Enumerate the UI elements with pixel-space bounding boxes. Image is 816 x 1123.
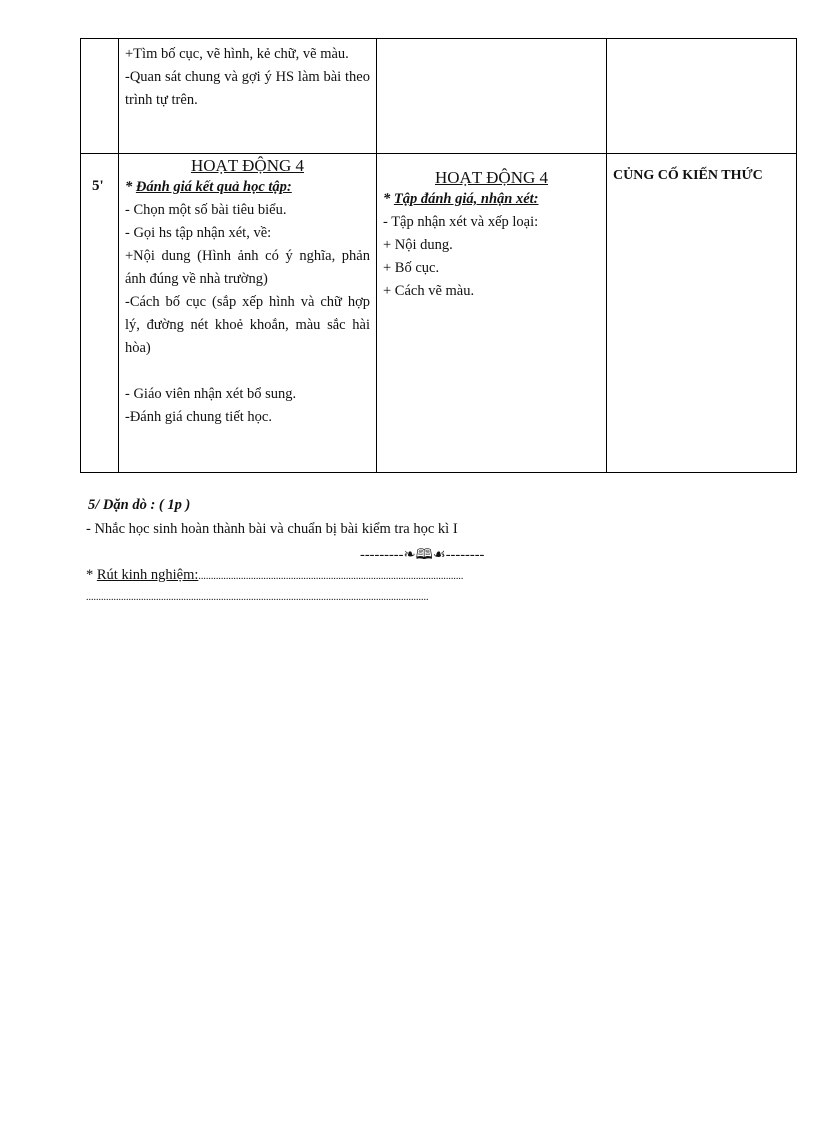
- homework-line: - Nhắc học sinh hoàn thành bài và chuẩn bị bài kiểm tra học kì I: [86, 521, 458, 537]
- teacher-line: - Giáo viên nhận xét bổ sung.: [125, 386, 297, 402]
- time-value: 5': [92, 178, 104, 194]
- student-activity-cell: [377, 154, 607, 473]
- teacher-activity-cell: [119, 39, 377, 154]
- teacher-subheading: * Đánh giá kết quả học tập:: [125, 179, 292, 195]
- experience-line: * Rút kinh nghiệm:..........................................................................................................: [86, 567, 464, 583]
- teacher-line: - Gọi hs tập nhận xét, về:: [125, 225, 272, 241]
- teacher-line: - Chọn một số bài tiêu biểu.: [125, 202, 287, 218]
- table-row: [81, 39, 797, 154]
- content-title: CỦNG CỐ KIẾN THỨC: [613, 168, 763, 183]
- section-divider: ---------❧🕮☙--------: [360, 547, 485, 563]
- student-activity-heading: HOẠT ĐỘNG 4: [434, 168, 548, 187]
- teacher-activity-heading: HOẠT ĐỘNG 4: [190, 156, 304, 175]
- student-line: + Nội dung.: [383, 237, 453, 253]
- teacher-line: -Đánh giá chung tiết học.: [125, 409, 272, 425]
- teacher-line: -Cách bố cục (sắp xếp hình và chữ hợp lý, đường nét khoẻ khoắn, màu sắc hài hòa): [125, 294, 370, 356]
- ornament-icon: ❧🕮☙: [403, 547, 446, 563]
- teacher-line: +Nội dung (Hình ảnh có ý nghĩa, phản ánh đúng về nhà trường): [125, 248, 370, 287]
- teacher-line: -Quan sát chung và gợi ý HS làm bài theo trình tự trên.: [125, 69, 370, 108]
- student-line: + Cách vẽ màu.: [383, 283, 475, 299]
- content-cell: [607, 39, 797, 154]
- time-cell: [81, 39, 119, 154]
- student-subheading: * Tập đánh giá, nhận xét:: [383, 191, 539, 207]
- student-line: + Bố cục.: [383, 260, 440, 276]
- lesson-table: [80, 38, 797, 473]
- time-cell: [81, 154, 119, 473]
- content-cell: [607, 154, 797, 473]
- experience-label: Rút kinh nghiệm:: [96, 567, 199, 583]
- experience-dots: .........................................................................................................................................: [86, 592, 429, 603]
- teacher-line: +Tìm bố cục, vẽ hình, kẻ chữ, vẽ màu.: [125, 46, 349, 62]
- table-row: [81, 154, 797, 473]
- student-line: - Tập nhận xét và xếp loại:: [383, 214, 539, 230]
- teacher-activity-cell: [119, 154, 377, 473]
- student-activity-cell: [377, 39, 607, 154]
- homework-title: 5/ Dặn dò : ( 1p ): [88, 497, 191, 513]
